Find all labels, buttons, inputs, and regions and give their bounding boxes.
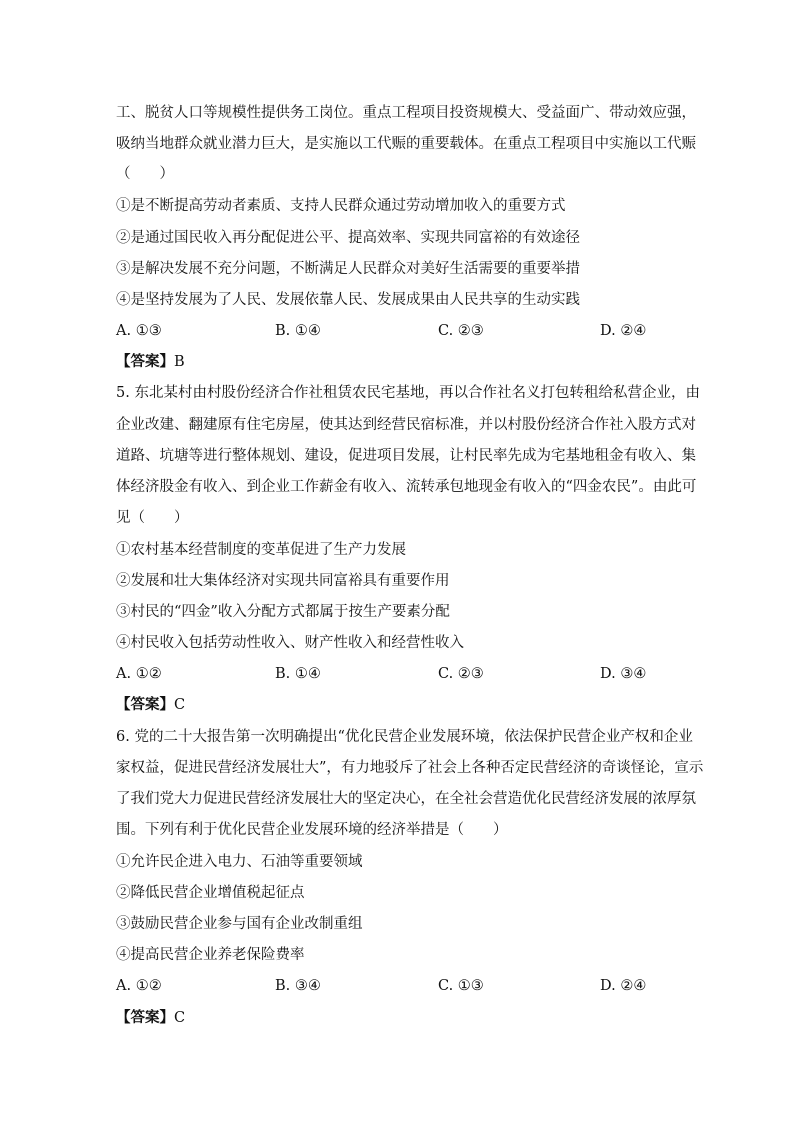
q4-statement-2: ②是通过国民收入再分配促进公平、提高效率、实现共同富裕的有效途径 bbox=[116, 230, 580, 246]
q4-stem-line-3: （ ） bbox=[116, 166, 174, 182]
q6-statement-4: ④提高民营企业养老保险费率 bbox=[116, 947, 305, 963]
q5-stem-line-5: 见（ ） bbox=[116, 510, 189, 526]
q5-stem-line-4: 体经济股金有收入、到企业工作薪金有收入、流转承包地现金有收入的“四金农民”。由此可 bbox=[116, 479, 697, 495]
q5-stem-line-2: 企业改建、翻建原有住宅房屋，使其达到经营民宿标准，并以村股份经济合作社入股方式对 bbox=[116, 417, 696, 433]
q6-options bbox=[116, 976, 676, 996]
q5-answer-label: 【答案】 bbox=[116, 696, 174, 713]
q4-stem-line-1: 工、脱贫人口等规模性提供务工岗位。重点工程项目投资规模大、受益面广、带动效应强， bbox=[116, 105, 696, 121]
q6-statement-3: ③鼓励民营企业参与国有企业改制重组 bbox=[116, 916, 363, 932]
q4-options bbox=[116, 321, 676, 341]
q4-option-a: A. ①③ bbox=[116, 323, 162, 339]
q5-answer-value: C bbox=[174, 697, 186, 713]
q6-option-d: D. ②④ bbox=[600, 978, 647, 994]
q4-stem-line-2: 吸纳当地群众就业潜力巨大，是实施以工代赈的重要载体。在重点工程项目中实施以工代赈 bbox=[116, 136, 696, 152]
q6-option-a: A. ①② bbox=[116, 978, 162, 994]
q6-statement-1: ①允许民企进入电力、石油等重要领域 bbox=[116, 854, 363, 870]
q5-stem-line-1: 5. 东北某村由村股份经济合作社租赁农民宅基地，再以合作社名义打包转租给私营企业，由 bbox=[116, 385, 700, 401]
q6-stem-line-2: 家权益，促进民营经济发展壮大”，有力地驳斥了社会上各种否定民营经济的奇谈怪论，宣示 bbox=[116, 760, 704, 776]
q5-statement-1: ①农村基本经营制度的变革促进了生产力发展 bbox=[116, 542, 406, 558]
q5-options bbox=[116, 664, 676, 684]
q5-stem-line-3: 道路、坑塘等进行整体规划、建设，促进项目发展，让村民率先成为宅基地租金有收入、集 bbox=[116, 448, 696, 464]
q4-option-b: B. ①④ bbox=[275, 323, 321, 339]
q6-statement-2: ②降低民营企业增值税起征点 bbox=[116, 885, 305, 901]
q6-option-b: B. ③④ bbox=[275, 978, 321, 994]
q4-answer-value: B bbox=[174, 354, 185, 370]
q5-statement-2: ②发展和壮大集体经济对实现共同富裕具有重要作用 bbox=[116, 573, 450, 589]
q6-answer-label: 【答案】 bbox=[116, 1009, 174, 1026]
q6-stem-line-4: 围。下列有利于优化民营企业发展环境的经济举措是（ ） bbox=[116, 822, 508, 838]
q4-statement-3: ③是解决发展不充分问题，不断满足人民群众对美好生活需要的重要举措 bbox=[116, 261, 580, 277]
q4-statement-1: ①是不断提高劳动者素质、支持人民群众通过劳动增加收入的重要方式 bbox=[116, 198, 566, 214]
q4-option-c: C. ②③ bbox=[438, 323, 484, 339]
q5-answer bbox=[116, 695, 185, 715]
q6-stem-line-1: 6. 党的二十大报告第一次明确提出“优化民营企业发展环境，依法保护民营企业产权和企业 bbox=[116, 729, 693, 745]
q5-option-d: D. ③④ bbox=[600, 666, 647, 682]
q4-answer bbox=[116, 352, 185, 372]
q5-option-a: A. ①② bbox=[116, 666, 162, 682]
q5-option-b: B. ①④ bbox=[275, 666, 321, 682]
q4-statement-4: ④是坚持发展为了人民、发展依靠人民、发展成果由人民共享的生动实践 bbox=[116, 292, 580, 308]
q6-answer bbox=[116, 1008, 185, 1028]
q5-statement-4: ④村民收入包括劳动性收入、财产性收入和经营性收入 bbox=[116, 635, 464, 651]
q4-option-d: D. ②④ bbox=[600, 323, 647, 339]
q6-option-c: C. ①③ bbox=[438, 978, 484, 994]
q6-stem-line-3: 了我们党大力促进民营经济发展壮大的坚定决心，在全社会营造优化民营经济发展的浓厚氛 bbox=[116, 791, 696, 807]
q4-answer-label: 【答案】 bbox=[116, 353, 174, 370]
q5-statement-3: ③村民的“四金”收入分配方式都属于按生产要素分配 bbox=[116, 604, 450, 620]
q6-answer-value: C bbox=[174, 1010, 186, 1026]
q5-option-c: C. ②③ bbox=[438, 666, 484, 682]
